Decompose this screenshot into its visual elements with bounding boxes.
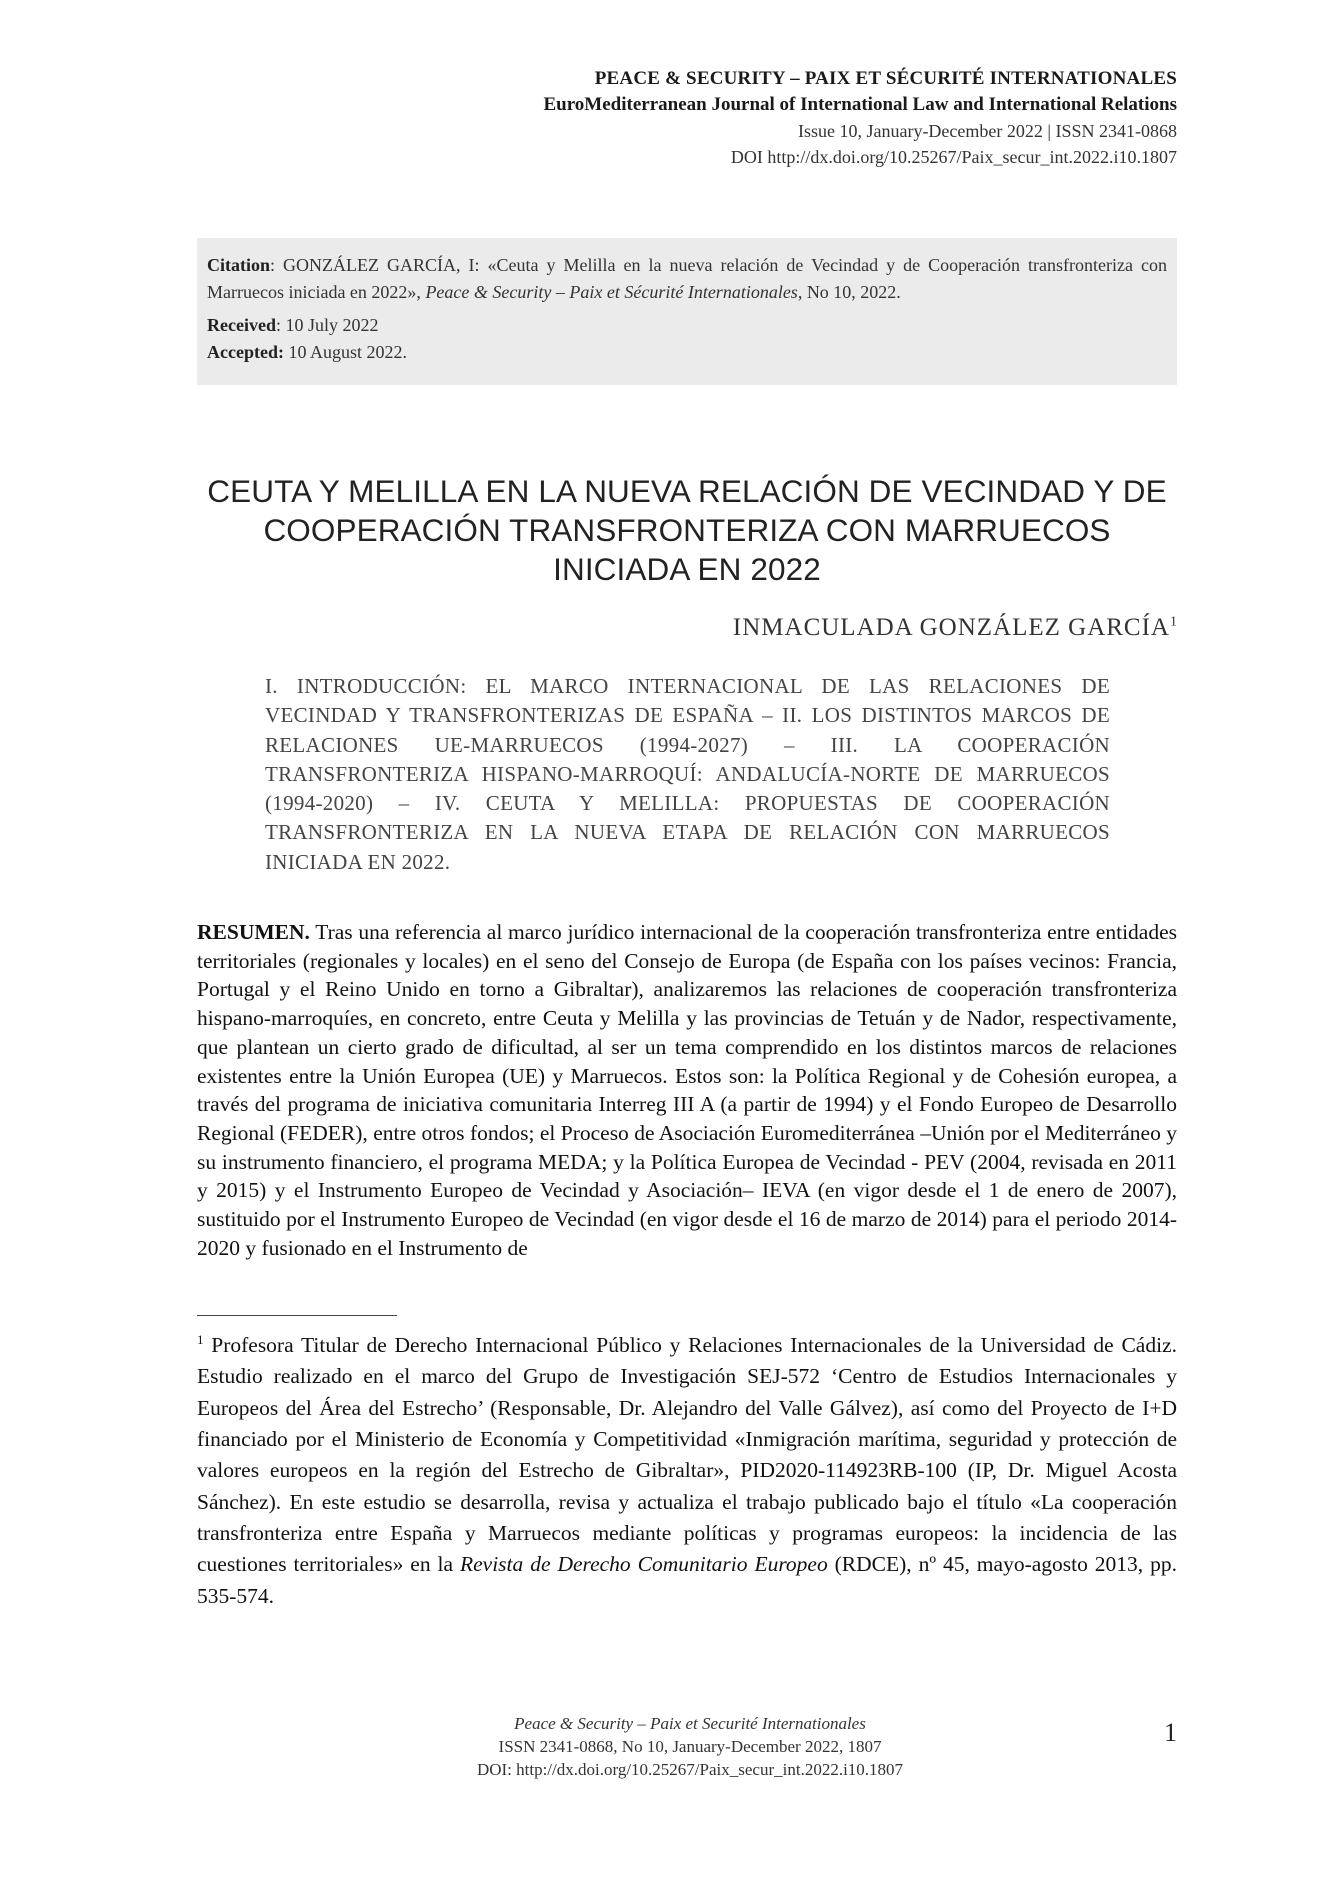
- journal-header: [543, 66, 1177, 170]
- received-value: : 10 July 2022: [275, 315, 379, 335]
- journal-subtitle: EuroMediterranean Journal of International Law and International Relations: [543, 94, 1177, 115]
- citation-end: , No 10, 2022.: [797, 282, 901, 302]
- abstract-label: RESUMEN.: [197, 920, 310, 944]
- issue-info: Issue 10, January-December 2022 | ISSN 2341-0868: [797, 121, 1177, 141]
- footnote-mark: 1: [197, 1332, 204, 1347]
- citation-text: : GONZÁLEZ GARCÍA, I: «Ceuta y Melilla en la nueva relación de Vecindad y de Cooperación transfronteriza con Marruecos iniciada en 2022»,: [207, 255, 1167, 302]
- footnote-divider: [197, 1315, 397, 1316]
- author-name: INMACULADA GONZÁLEZ GARCÍA: [732, 614, 1170, 641]
- page-number: 1: [1164, 1718, 1177, 1747]
- footnote-text: Profesora Titular de Derecho Internacional Público y Relaciones Internacionales de la Universidad de Cádiz. Estudio realizado en el marco del Grupo de Investigación SEJ-572 ‘Centro de Estudios Internacionales y Europeos del Área del Estrecho’ (Responsable, Dr. Alejandro del Valle Gálvez), así como del Proyecto de I+D financiado por el Ministerio de Economía y Competitividad «Inmigración marítima, seguridad y protección de valores europeos en la región del Estrecho de Gibraltar», PID2020-114923RB-100 (IP, Dr. Miguel Acosta Sánchez). En este estudio se desarrolla, revisa y actualiza el trabajo publicado bajo el título «La cooperación transfronteriza entre España y Marruecos mediante políticas y programas europeos: la incidencia de las cuestiones territoriales» en la: [197, 1333, 1177, 1577]
- footer-issn: ISSN 2341-0868, No 10, January-December 2022, 1807: [498, 1737, 882, 1756]
- article-title: CEUTA Y MELILLA EN LA NUEVA RELACIÓN DE VECINDAD Y DE COOPERACIÓN TRANSFRONTERIZA CON MARRUECOS INICIADA EN 2022: [207, 473, 1167, 587]
- citation-journal: Peace & Security – Paix et Sécurité Internationales: [425, 282, 798, 302]
- citation-label: Citation: [207, 255, 270, 275]
- footer-doi[interactable]: DOI: http://dx.doi.org/10.25267/Paix_secur_int.2022.i10.1807: [476, 1760, 904, 1779]
- footnote: [197, 1324, 1177, 1612]
- author-footnote-mark[interactable]: 1: [1170, 614, 1177, 630]
- page-footer: [440, 1712, 940, 1781]
- footnote-journal: Revista de Derecho Comunitario Europeo: [459, 1552, 828, 1577]
- received-label: Received: [207, 315, 276, 335]
- citation: [207, 252, 1167, 306]
- abstract-text: Tras una referencia al marco jurídico internacional de la cooperación transfronteriza entre entidades territoriales (regionales y locales) en el seno del Consejo de Europa (de España con los países vecinos: Francia, Portugal y el Reino Unido en torno a Gibraltar), analizaremos las relaciones de cooperación transfronteriza hispano-marroquíes, en concreto, entre Ceuta y Melilla y las provincias de Tetuán y de Nador, respectivamente, que plantean un cierto grado de dificultad, al ser un tema comprendido en los distintos marcos de relaciones existentes entre la Unión Europea (UE) y Marruecos. Estos son: la Política Regional y de Cohesión europea, a través del programa de iniciativa comunitaria Interreg III A (a partir de 1994) y el Fondo Europeo de Desarrollo Regional (FEDER), entre otros fondos; el Proceso de Asociación Euromediterránea –Unión por el Mediterráneo y su instrumento financiero, el programa MEDA; y la Política Europea de Vecindad - PEV (2004, revisada en 2011 y 2015) y el Instrumento Europeo de Vecindad y Asociación– IEVA (en vigor desde el 1 de enero de 2007), sustituido por el Instrumento Europeo de Vecindad (en vigor desde el 16 de marzo de 2014) para el periodo 2014-2020 y fusionado en el Instrumento de: [197, 920, 1177, 1260]
- dates: [207, 312, 1167, 366]
- received-date: [207, 312, 1167, 339]
- table-of-contents: I. INTRODUCCIÓN: EL MARCO INTERNACIONAL DE LAS RELACIONES DE VECINDAD Y TRANSFRONTERIZAS DE ESPAÑA – II. LOS DISTINTOS MARCOS DE RELACIONES UE-MARRUECOS (1994-2027) – III. LA COOPERACIÓN TRANSFRONTERIZA HISPANO-MARROQUÍ: ANDALUCÍA-NORTE DE MARRUECOS (1994-2020) – IV. CEUTA Y MELILLA: PROPUESTAS DE COOPERACIÓN TRANSFRONTERIZA EN LA NUEVA ETAPA DE RELACIÓN CON MARRUECOS INICIADA EN 2022.: [265, 674, 1110, 874]
- abstract: [197, 918, 1177, 1262]
- footer-journal: Peace & Security – Paix et Securité Internationales: [514, 1714, 866, 1733]
- journal-title: PEACE & SECURITY – PAIX ET SÉCURITÉ INTERNATIONALES: [594, 68, 1177, 89]
- accepted-value: 10 August 2022.: [283, 342, 407, 362]
- accepted-date: [207, 339, 1167, 366]
- accepted-label: Accepted:: [207, 342, 284, 362]
- footnote-end: (RDCE), nº 45, mayo-agosto 2013, pp. 535-574.: [197, 1552, 1177, 1608]
- citation-box: [197, 238, 1177, 385]
- author: [733, 614, 1177, 642]
- doi-link[interactable]: DOI http://dx.doi.org/10.25267/Paix_secur_int.2022.i10.1807: [730, 147, 1177, 167]
